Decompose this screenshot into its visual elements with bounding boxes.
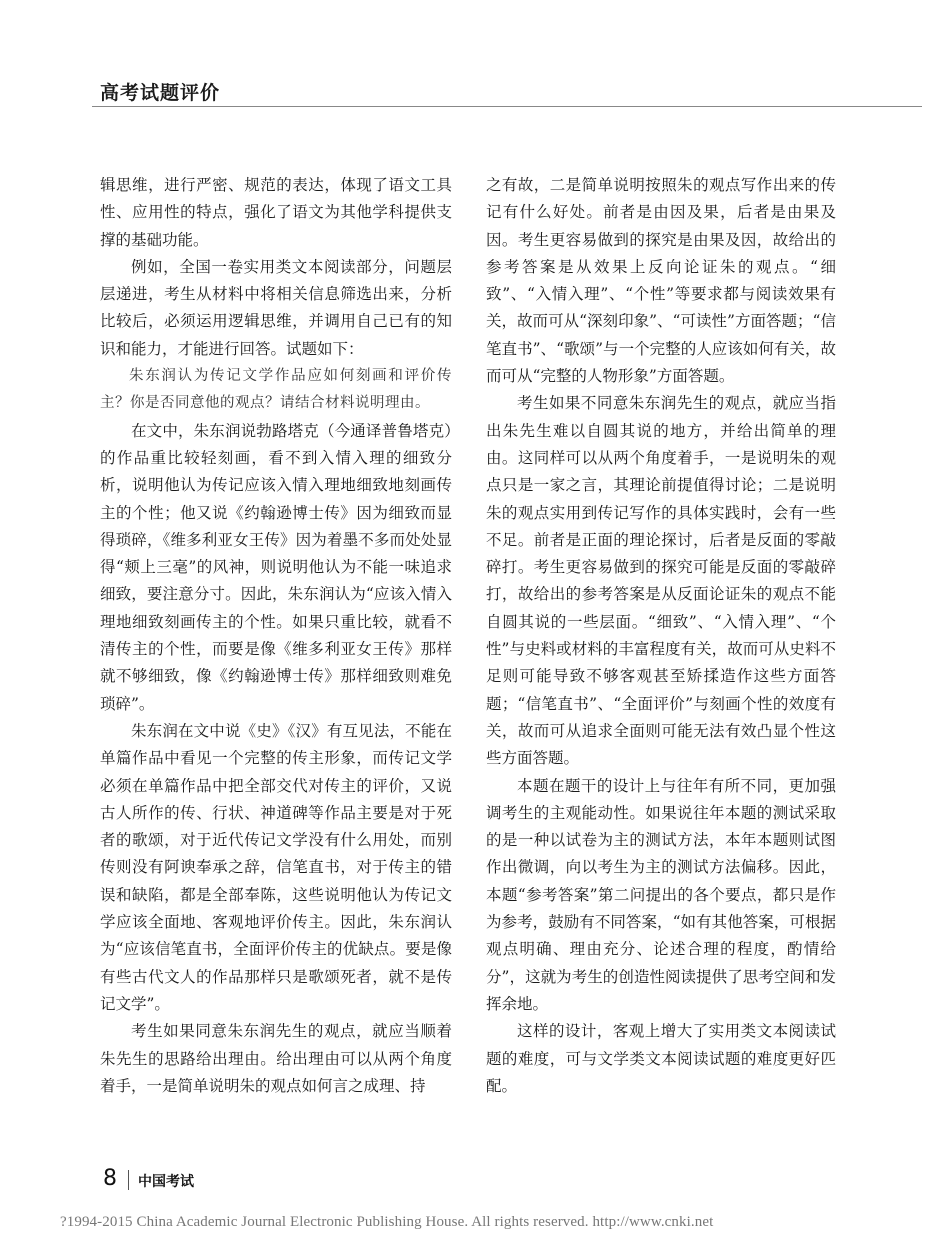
question-prompt: 朱东润认为传记文学作品应如何刻画和评价传主？你是否同意他的观点？请结合材料说明理由。 xyxy=(100,368,452,412)
paragraph: 考生如果不同意朱东润先生的观点，就应当指出朱先生难以自圆其说的地方，并给出简单的理由。这同样可以从两个角度着手，一是说明朱的观点只是一家之言，其理论前提值得讨论；二是说明朱的观点实用到传记写作的具体实践时，会有一些不足。前者是正面的理论探讨，后者是反面的零敲碎打。考生更容易做到的探究可能是反面的零敲碎打，故给出的参考答案是从反面论证朱的观点不能自圆其说的一些层面。“细致”、“入情入理”、“个性”与史料或材料的丰富程度有关，故而可从史料不足则可能导致不够客观甚至矫揉造作这些方面答题；“信笔直书”、“全面评价”与刻画个性的效度有关，故而可从追求全面则可能无法有效凸显个性这些方面答题。 xyxy=(486,394,836,768)
left-text-column xyxy=(100,172,452,1100)
paragraph: 之有故，二是简单说明按照朱的观点写作出来的传记有什么好处。前者是由因及果，后者是由果及因。考生更容易做到的探究是由果及因，故给出的参考答案是从效果上反向论证朱的观点。“细致”、“入情入理”、“个性”等要求都与阅读效果有关，故而可从“深刻印象”、“可读性”方面答题；“信笔直书”、“歌颂”与一个完整的人应该如何有关，故而可从“完整的人物形象”方面答题。 xyxy=(486,176,836,386)
page-number: 8 xyxy=(103,1166,117,1191)
copyright-notice: ?1994-2015 China Academic Journal Electronic Publishing House. All rights reserved. http://www.cnki.net xyxy=(60,1214,714,1230)
paragraph: 考生如果同意朱东润先生的观点，就应当顺着朱先生的思路给出理由。给出理由可以从两个角度着手，一是简单说明朱的观点如何言之成理、持 xyxy=(100,1022,452,1095)
running-header-title: 高考试题评价 xyxy=(100,82,221,104)
paragraph: 本题在题干的设计上与往年有所不同，更加强调考生的主观能动性。如果说往年本题的测试采取的是一种以试卷为主的测试方法，本年本题则试图作出微调，向以考生为主的测试方法偏移。因此，本题“参考答案”第二问提出的各个要点，都只是作为参考，鼓励有不同答案，“如有其他答案，可根据观点明确、理由充分、论述合理的程度，酌情给分”，这就为考生的创造性阅读提供了思考空间和发挥余地。 xyxy=(486,776,836,1013)
footer-divider xyxy=(128,1170,129,1190)
paragraph: 朱东润在文中说《史》《汉》有互见法，不能在单篇作品中看见一个完整的传主形象，而传记文学必须在单篇作品中把全部交代对传主的评价，又说古人所作的传、行状、神道碑等作品主要是对于死者的歌颂，对于近代传记文学没有什么用处，而别传则没有阿谀奉承之辞，信笔直书，对于传主的错误和缺陷，都是全部奉陈，这些说明他认为传记文学应该全面地、客观地评价传主。因此，朱东润认为“应该信笔直书，全面评价传主的优缺点。要是像有些古代文人的作品那样只是歌颂死者，就不是传记文学”。 xyxy=(100,721,452,1013)
header-divider xyxy=(92,106,922,107)
paragraph: 辑思维，进行严密、规范的表达，体现了语文工具性、应用性的特点，强化了语文为其他学科提供支撑的基础功能。 xyxy=(100,176,452,249)
paragraph: 这样的设计，客观上增大了实用类文本阅读试题的难度，可与文学类文本阅读试题的难度更好匹配。 xyxy=(486,1022,836,1095)
paragraph: 在文中，朱东润说勃路塔克（今通译普鲁塔克）的作品重比较轻刻画，看不到入情入理的细致分析，说明他认为传记应该入情入理地细致地刻画传主的个性；他又说《约翰逊博士传》因为细致而显得琐碎，《维多利亚女王传》因为着墨不多而处处显得“颊上三毫”的风神，则说明他认为不能一味追求细致，要注意分寸。因此，朱东润认为“应该入情入理地细致刻画传主的个性。如果只重比较，就看不清传主的个性，而要是像《维多利亚女王传》那样就不够细致，像《约翰逊博士传》那样细致则难免琐碎”。 xyxy=(100,421,452,713)
right-text-column xyxy=(486,172,836,1100)
paragraph: 例如，全国一卷实用类文本阅读部分，问题层层递进，考生从材料中将相关信息筛选出来，分析比较后，必须运用逻辑思维，并调用自己已有的知识和能力，才能进行回答。试题如下： xyxy=(100,257,452,358)
journal-name: 中国考试 xyxy=(138,1174,194,1190)
